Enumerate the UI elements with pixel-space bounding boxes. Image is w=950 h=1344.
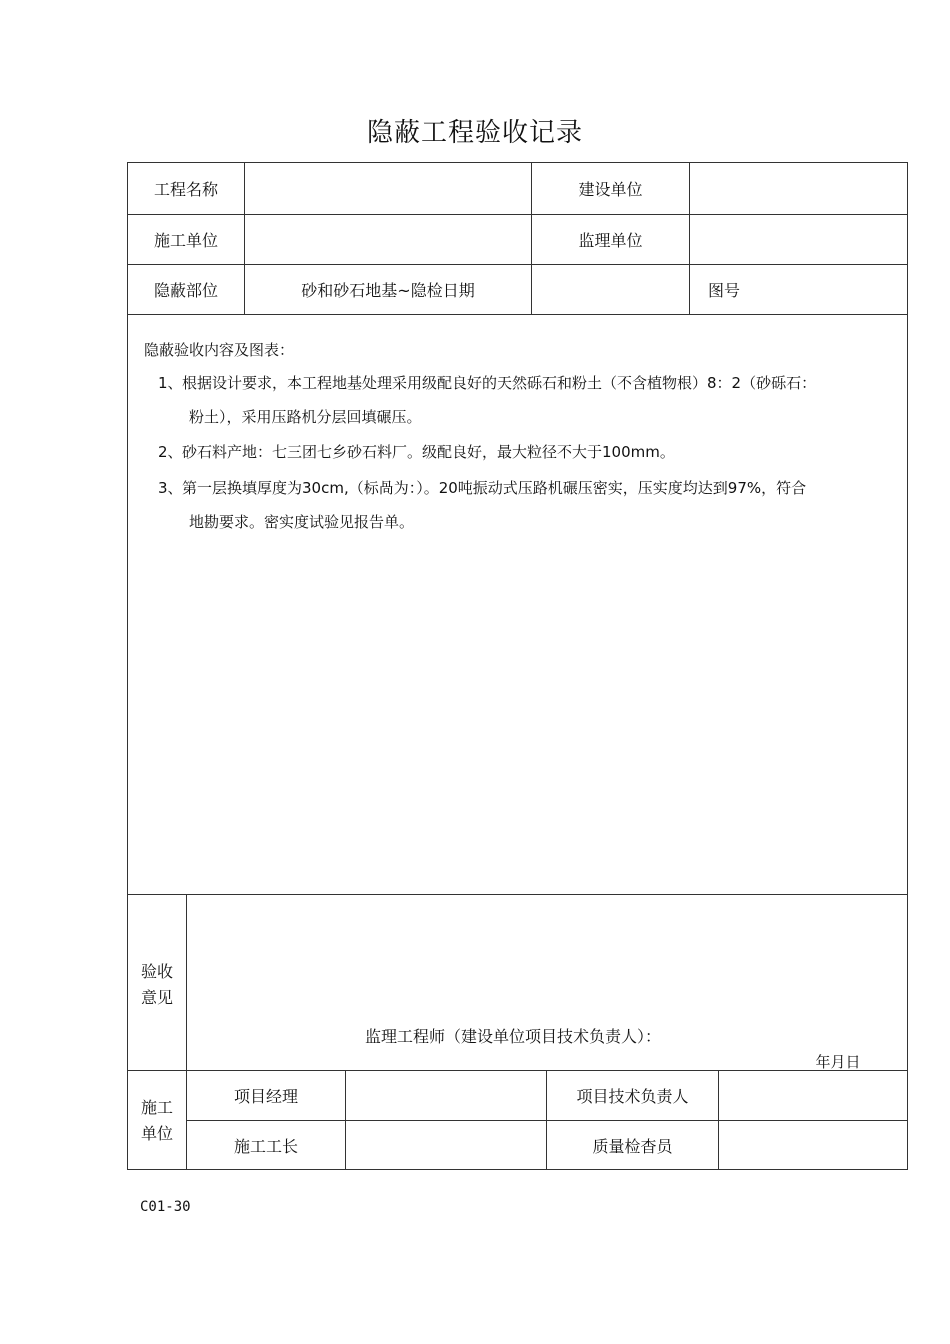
item-text: 砂石料产地：七三团七乡砂石料厂。级配良好，最大粒径不大于100mm。	[182, 443, 675, 461]
opinion-label	[128, 959, 186, 1011]
construction-label-line2: 单位	[140, 1124, 173, 1143]
item-continuation: 地勘要求。密实度试验见报告单。	[189, 513, 415, 531]
record-table	[127, 162, 908, 1170]
supervision-unit-label: 监理单位	[578, 231, 643, 250]
item-text: 第一层换填厚度为30cm,（标咼为：）。20吨振动式压路机碾压密实，压实度均达到97%，符合	[182, 479, 807, 497]
construction-unit-field[interactable]	[245, 215, 531, 264]
owner-unit-label: 建设单位	[578, 180, 643, 199]
foreman-label: 施工工长	[233, 1136, 298, 1156]
item-text: 根据设计要求，本工程地基处理采用级配良好的天然砾石和粉土（不含植物根）8：2（砂砾石：	[182, 374, 817, 392]
item-continuation: 粉土），采用压路机分层回填碾压。	[189, 408, 422, 426]
inspector-field[interactable]	[719, 1121, 907, 1169]
content-item	[144, 374, 904, 393]
item-number: 1、	[158, 374, 183, 392]
item-number: 2、	[158, 443, 183, 461]
inspection-date-field[interactable]	[532, 265, 689, 314]
project-name-field[interactable]	[245, 163, 531, 214]
opinion-signer: 监理工程师（建设单位项目技术负责人）：	[364, 1026, 661, 1046]
opinion-label-line2: 意见	[140, 988, 173, 1007]
project-name-label: 工程名称	[153, 180, 218, 199]
project-manager-label: 项目经理	[233, 1087, 298, 1106]
opinion-label-line1: 验收	[140, 962, 173, 981]
concealed-part-field[interactable]: 砂和砂石地基~隐检日期	[301, 281, 475, 300]
foreman-field[interactable]	[346, 1121, 546, 1169]
item-number: 3、	[158, 479, 183, 497]
owner-unit-field[interactable]	[690, 163, 907, 214]
construction-unit-label: 施工单位	[153, 231, 218, 250]
content-item	[144, 443, 904, 462]
tech-lead-label: 项目技术负责人	[576, 1087, 689, 1106]
page-title: 隐蔽工程验收记录	[366, 118, 583, 148]
construction-label-line1: 施工	[140, 1098, 173, 1117]
form-code: C01-30	[140, 1199, 191, 1215]
inspector-label: 质量检杳员	[592, 1136, 673, 1156]
content-item	[144, 479, 904, 498]
construction-label	[128, 1095, 186, 1147]
concealed-part-label: 隐蔽部位	[153, 281, 218, 300]
supervision-unit-field[interactable]	[690, 215, 907, 264]
tech-lead-field[interactable]	[719, 1071, 907, 1120]
project-manager-field[interactable]	[346, 1071, 546, 1120]
opinion-field[interactable]	[187, 895, 907, 1020]
drawing-no-field[interactable]	[788, 265, 907, 314]
opinion-date: 年月日	[815, 1052, 861, 1071]
drawing-no-label: 图号	[708, 281, 741, 300]
content-heading: 隐蔽验收内容及图表：	[144, 341, 295, 359]
inspection-content	[144, 341, 904, 548]
